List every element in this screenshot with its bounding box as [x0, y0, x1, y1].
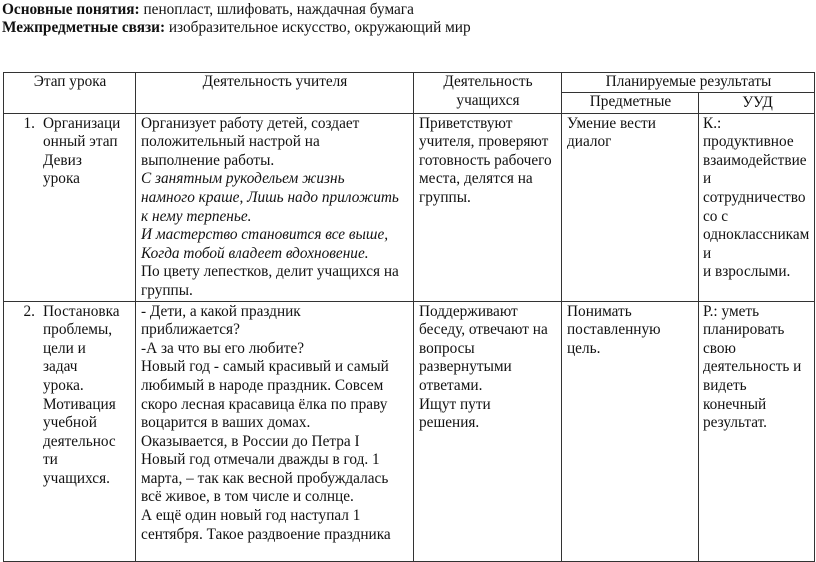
links-label: Межпредметные связи:: [2, 19, 166, 36]
table-row: [4, 113, 815, 301]
teacher-cell: - Дети, а какой праздник приближается? -А за что вы его любите? Новый год - самый красивый и самый любимый в народе праздник. Совсем скоро лесная красавица ёлка по праву воцарится в ваших домах. Оказывается, в России до Петра I Новый год отмечали дважды в год. 1 марта, – так как весной пробуждалась всё живое, в том числе и солнце. А ещё один новый год наступал 1 сентября. Такое раздвоение праздника: [136, 301, 414, 561]
col-stage-header: Этап урока: [4, 73, 136, 114]
concepts-value: пенопласт, шлифовать, наждачная бумага: [143, 1, 414, 18]
col-teacher-header: Деятельность учителя: [136, 73, 414, 114]
teacher-cell: [136, 113, 414, 301]
stage-text: Организаци онный этап Девиз урока: [43, 114, 121, 188]
row-number: 1.: [23, 114, 35, 132]
table-row: [4, 301, 815, 561]
stage-cell: [4, 113, 136, 301]
col-results-header: Планируемые результаты: [562, 73, 815, 93]
concepts-label: Основные понятия:: [2, 1, 140, 18]
col-uud-header: УУД: [699, 93, 815, 114]
stage-cell: [4, 301, 136, 561]
uud-cell: Р.: уметь планировать свою деятельность и видеть конечный результат.: [699, 301, 815, 561]
links-line: [2, 19, 471, 38]
teacher-text-2: По цвету лепестков, делит учащихся на группы.: [141, 263, 399, 299]
stage-text: Постановка проблемы, цели и задач урока. Мотивация учебной деятельнос ти учащихся.: [43, 302, 120, 487]
subject-cell: Умение вести диалог: [562, 113, 699, 301]
uud-cell: К.: продуктивное взаимодействие и сотрудничество со с одноклассниками и взрослыми.: [699, 113, 815, 301]
links-value: изобразительное искусство, окружающий мир: [168, 19, 471, 36]
row-number: 2.: [23, 302, 35, 320]
concepts-line: [2, 1, 414, 20]
students-cell: Приветствуют учителя, проверяют готовность рабочего места, делятся на группы.: [414, 113, 562, 301]
teacher-text: Организует работу детей, создает положительный настрой на выполнение работы.: [141, 114, 360, 169]
students-cell: Поддерживают беседу, отвечают на вопросы развернутыми ответами. Ищут пути решения.: [414, 301, 562, 561]
lesson-table: [3, 72, 815, 562]
motto-text: С занятным рукодельем жизнь намного краше, Лишь надо приложить к нему терпенье. И мастерство становится все выше, Когда тобой владеет вдохновение.: [141, 170, 399, 262]
col-students-header: Деятельность учащихся: [414, 73, 562, 114]
col-subject-header: Предметные: [562, 93, 699, 114]
subject-cell: Понимать поставленную цель.: [562, 301, 699, 561]
